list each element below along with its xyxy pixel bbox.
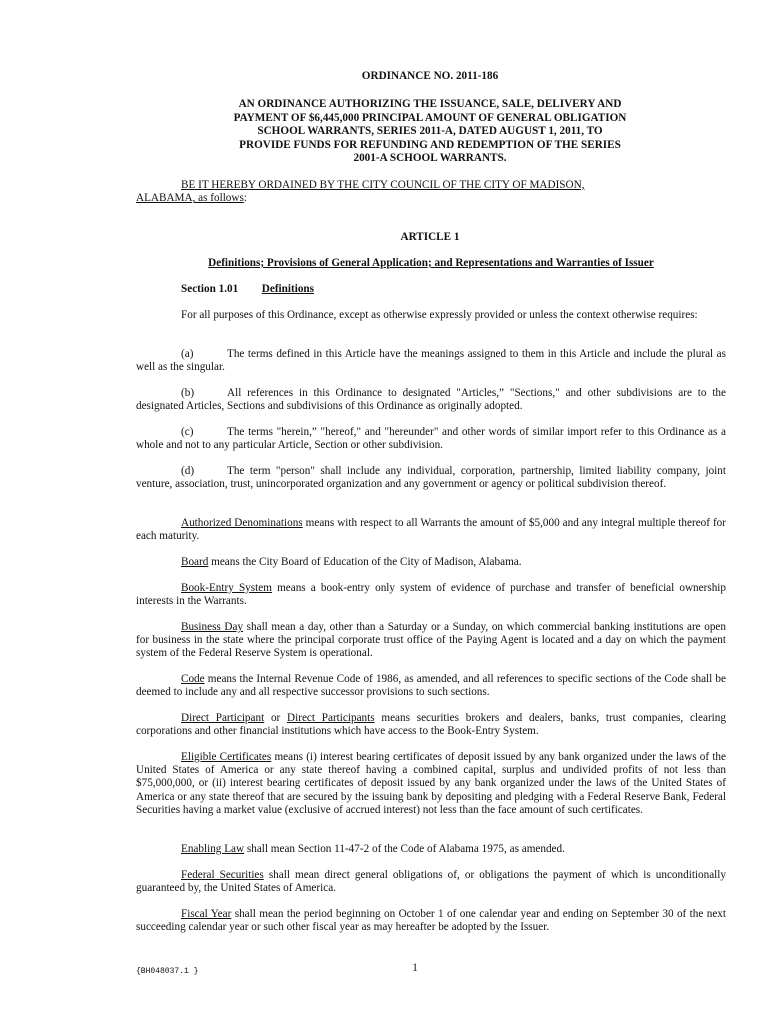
definition-board: Board means the City Board of Education of the City of Madison, Alabama. [181, 556, 522, 568]
title-line: 2001-A SCHOOL WARRANTS. [353, 152, 507, 164]
definition-fiscal-year: Fiscal Year shall mean the period beginning on October 1 of one calendar year and ending on September 30 of the next succeeding calendar year or such other fiscal year as may hereafter be adopted by the Issuer. [136, 908, 726, 934]
intro-paragraph: For all purposes of this Ordinance, except as otherwise expressly provided or unless the context otherwise requires: [181, 309, 698, 321]
definition-code: Code means the Internal Revenue Code of 1986, as amended, and all references to specific sections of the Code shall be deemed to include any and all respective successor provisions to such sections. [136, 673, 726, 699]
title-line: PROVIDE FUNDS FOR REFUNDING AND REDEMPTION OF THE SERIES [239, 138, 621, 151]
definition-business-day: Business Day shall mean a day, other than a Saturday or a Sunday, on which commercial banking institutions are open for business in the state where the principal corporate trust office of the Paying Agent is located and a day on which the payment system of the Federal Reserve System is operational. [136, 621, 726, 660]
section-heading [181, 283, 314, 296]
title-line: PAYMENT OF $6,445,000 PRINCIPAL AMOUNT OF GENERAL OBLIGATION [233, 111, 627, 124]
ordinance-title [140, 98, 720, 166]
document-id: {BH048037.1 } [136, 967, 199, 976]
ordained-line-2: ALABAMA, as follows [136, 192, 244, 205]
ordained-colon: : [243, 192, 247, 205]
list-item: (a) The terms defined in this Article have the meanings assigned to them in this Article and include the plural as well as the singular. [136, 348, 726, 374]
list-item: (b) All references in this Ordinance to designated "Articles,” "Sections," and other subdivisions are to the designated Articles, Sections and subdivisions of this Ordinance as originally adopted. [136, 387, 726, 413]
ordained-clause [136, 179, 726, 205]
definition-eligible-certificates: Eligible Certificates means (i) interest bearing certificates of deposit issued by any bank organized under the laws of the United States of America or any state thereof having a combined capital, surplus and undivided profits of not less than $75,000,000, or (ii) interest bearing certificates of deposit issued by any bank organized under the laws of the United States of America or any state thereof that are secured by the issuing bank by depositing and pledging with a Federal Reserve Bank, Federal Securities having a market value (exclusive of accrued interest) not less than the face amount of such certificates. [136, 751, 726, 816]
list-item: (c) The terms "herein,” "hereof," and "hereunder" and other words of similar import refer to this Ordinance as a whole and not to any particular Article, Section or other subdivision. [136, 426, 726, 452]
article-subheading: Definitions; Provisions of General Application; and Representations and Warranties of Issuer [208, 257, 654, 269]
ordained-line-1: BE IT HEREBY ORDAINED BY THE CITY COUNCIL OF THE CITY OF MADISON, [181, 179, 585, 191]
article-heading: ARTICLE 1 [400, 231, 460, 243]
definition-direct-participant: Direct Participant or Direct Participants means securities brokers and dealers, banks, trust companies, clearing corporations and other financial institutions which have access to the Book-Entry System. [136, 712, 726, 738]
definition-enabling-law: Enabling Law shall mean Section 11-47-2 of the Code of Alabama 1975, as amended. [181, 843, 565, 855]
title-line: SCHOOL WARRANTS, SERIES 2011-A, DATED AUGUST 1, 2011, TO [257, 125, 603, 137]
definition-book-entry-system: Book-Entry System means a book-entry only system of evidence of purchase and transfer of beneficial ownership interests in the Warrants. [136, 582, 726, 608]
definition-authorized-denominations: Authorized Denominations means with respect to all Warrants the amount of $5,000 and any integral multiple thereof for each maturity. [136, 517, 726, 543]
definition-federal-securities: Federal Securities shall mean direct general obligations of, or obligations the payment of which is unconditionally guaranteed by, the United States of America. [136, 869, 726, 895]
section-title: Definitions [261, 283, 314, 295]
page-number: 1 [412, 962, 418, 974]
title-line: AN ORDINANCE AUTHORIZING THE ISSUANCE, SALE, DELIVERY AND [238, 98, 622, 110]
ordinance-number: ORDINANCE NO. 2011-186 [361, 70, 499, 82]
section-number: Section 1.01 [181, 283, 239, 295]
list-item: (d) The term "person" shall include any individual, corporation, partnership, limited liability company, joint venture, association, trust, unincorporated organization and any government or agency or political subdivision thereof. [136, 465, 726, 491]
